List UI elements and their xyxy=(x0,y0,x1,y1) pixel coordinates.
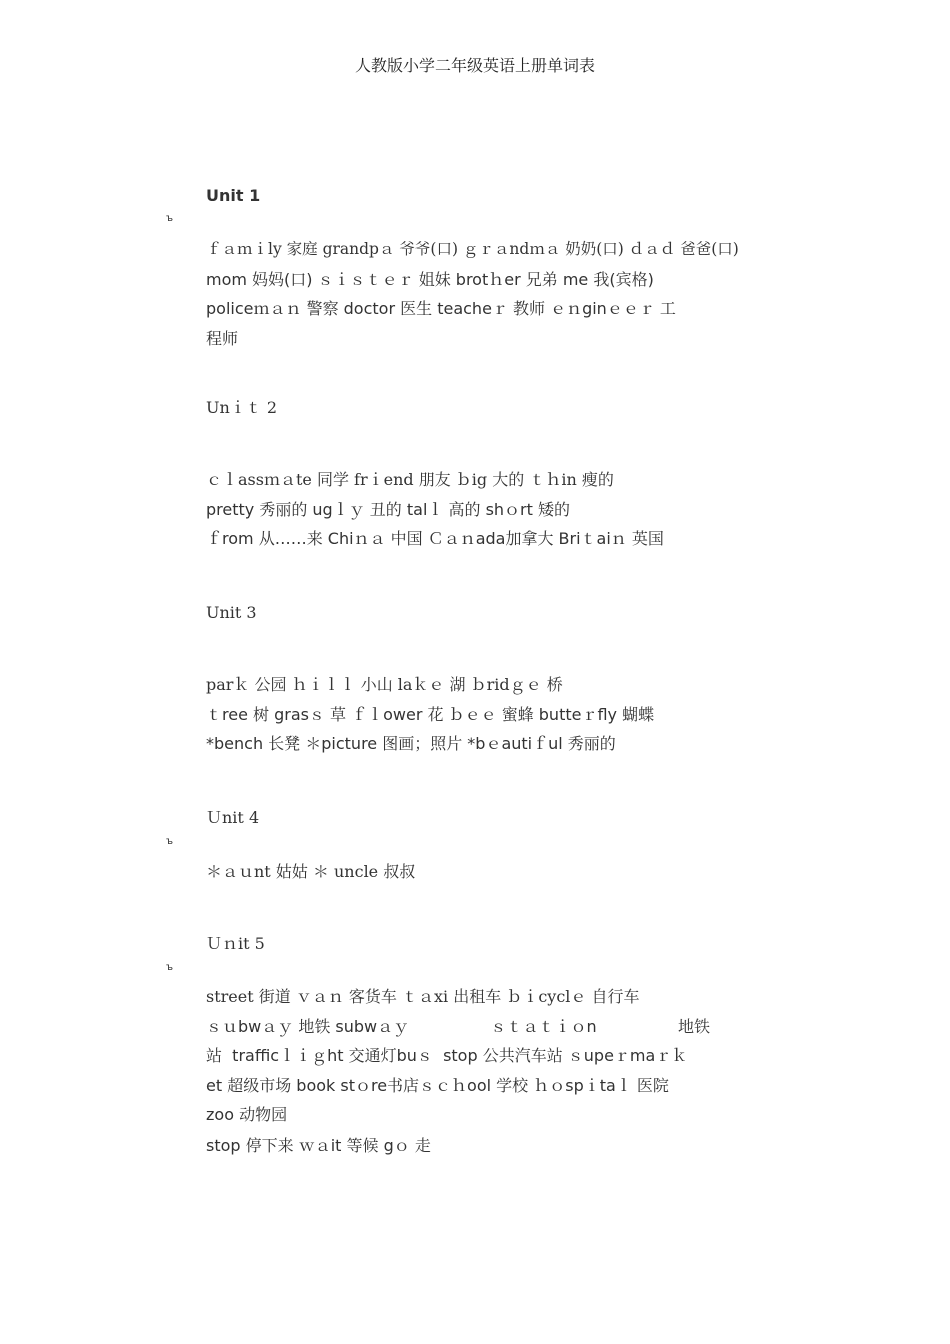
unit-1-marker: ъ xyxy=(166,213,174,224)
unit-5-line-5: zoo 动物园 xyxy=(206,1105,288,1124)
unit-2-line-2: pretty 秀丽的 ugｌｙ 丑的 talｌ 高的 shｏrt 矮的 xyxy=(206,499,570,519)
unit-4-marker: ъ xyxy=(166,836,174,847)
unit-4-line-1: ＊ａｕnt 姑姑 ＊ uncle 叔叔 xyxy=(206,862,416,881)
unit-1-section xyxy=(206,186,846,206)
unit-1-vocab xyxy=(206,235,846,353)
unit-5-line-4: et 超级市场 book stｏre书店ｓｃｈool 学校 ｈｏspｉtaｌ 医院 xyxy=(206,1075,669,1095)
unit-2-title: Unｉｔ 2 xyxy=(206,398,278,417)
unit-5-marker: ъ xyxy=(166,962,174,973)
unit-3-title: Unit 3 xyxy=(206,603,257,622)
unit-3-section xyxy=(206,603,846,623)
unit-2-vocab xyxy=(206,465,846,554)
unit-2-section xyxy=(206,398,846,418)
unit-5-line-6: stop 停下来 ｗａit 等候 gｏ 走 xyxy=(206,1135,431,1155)
unit-3-line-2: ｔree 树 grasｓ 草 ｆｌower 花 ｂｅｅ 蜜蜂 butteｒfly 蝴蝶 xyxy=(206,704,655,724)
unit-2-line-1: ｃｌassｍａte 同学 frｉend 朋友 ｂig 大的 ｔｈin 瘦的 xyxy=(206,470,614,489)
unit-5-line-1: street 街道 ｖａｎ 客货车 ｔａxi 出租车 ｂｉcyclｅ 自行车 xyxy=(206,987,640,1006)
unit-5-line-3: 站 trafficｌｉｇht 交通灯buｓ stop 公共汽车站 ｓupeｒmaｒｋ xyxy=(206,1046,688,1065)
unit-4-section xyxy=(206,808,846,828)
unit-1-line-3: policeｍａｎ 警察 doctor 医生 teacheｒ 教师 ｅｎginｅｅｒ 工 xyxy=(206,299,676,318)
unit-1-line-2: mom 妈妈(口) ｓｉｓｔｅｒ 姐妹 brotｈer 兄弟 me 我(宾格) xyxy=(206,269,654,289)
unit-4-title: Ｕnit 4 xyxy=(206,808,260,827)
unit-5-line-2: ｓｕbwａｙ 地铁 subwａｙ ｓｔａｔｉｏn 地铁 xyxy=(206,1016,711,1036)
unit-3-line-1: parｋ 公园 ｈｉｌｌ 小山 laｋｅ 湖 ｂridｇｅ 桥 xyxy=(206,675,563,694)
unit-1-line-4: 程师 xyxy=(206,328,239,348)
page-header-title: 人教版小学二年级英语上册单词表 xyxy=(354,56,595,75)
unit-1-title: Unit 1 xyxy=(206,186,261,205)
unit-2-line-3: ｆrom 从……来 Chiｎａ 中国 Ｃａｎada加拿大 Briｔaiｎ 英国 xyxy=(206,529,664,548)
unit-3-line-3: *bench 长凳 ＊picture 图画；照片 *bｅautiｆul 秀丽的 xyxy=(206,734,616,753)
unit-3-vocab xyxy=(206,670,846,759)
unit-4-vocab xyxy=(206,857,846,887)
unit-1-line-1: ｆａｍｉly 家庭 grandpａ 爷爷(口) ｇｒａndｍａ 奶奶(口) ｄａｄ 爸爸(口) xyxy=(206,240,739,258)
unit-5-title: Ｕｎit 5 xyxy=(206,934,265,953)
unit-5-vocab xyxy=(206,982,846,1160)
unit-5-section xyxy=(206,934,846,954)
